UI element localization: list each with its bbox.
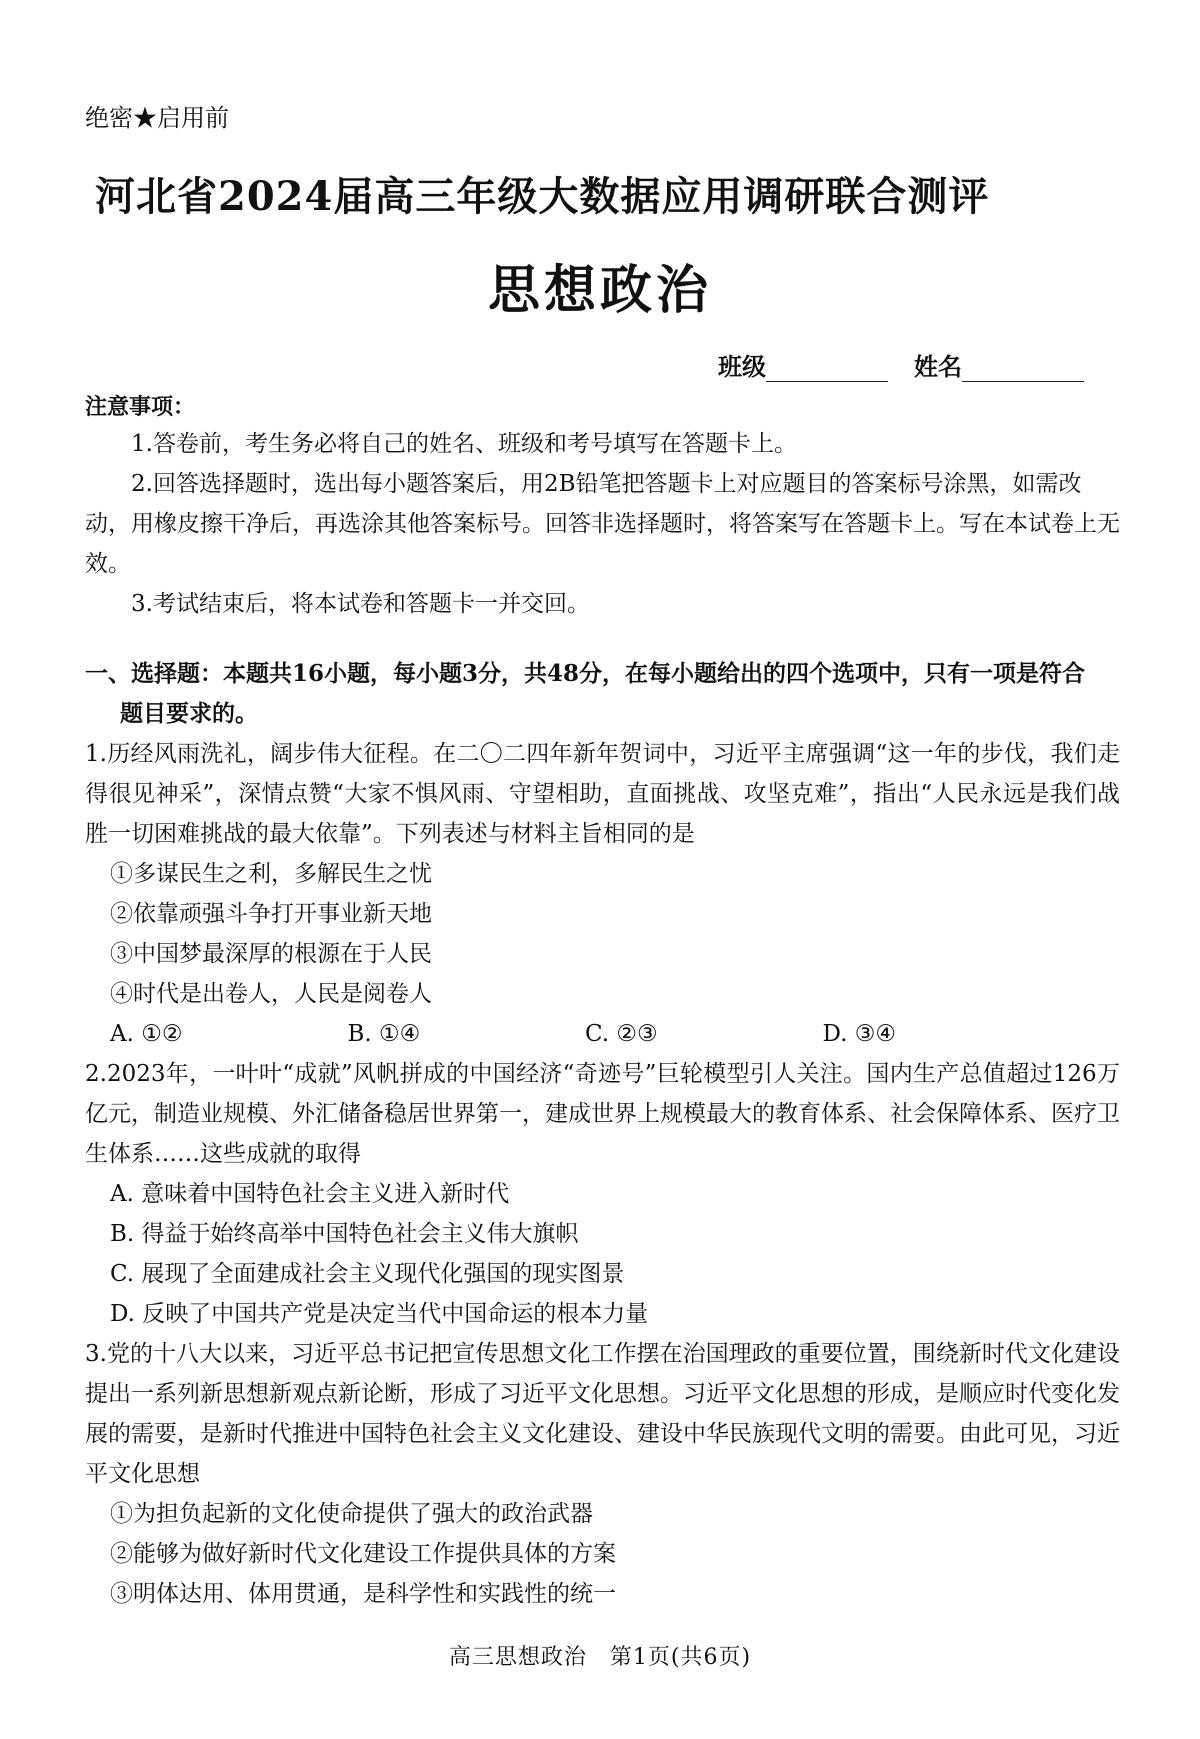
section-heading-cont: 题目要求的。: [120, 700, 258, 727]
note-item-1: 1.答卷前，考生务必将自己的姓名、班级和考号填写在答题卡上。: [131, 431, 797, 457]
question-2-stem: 2.2023年，一叶叶“成就”风帆拼成的中国经济“奇迹号”巨轮模型引人关注。国内生产总值超过126万亿元，制造业规模、外汇储备稳居世界第一，建成世界上规模最大的教育体系、社会保障体系、医疗卫生体系……这些成就的取得: [85, 1061, 1120, 1167]
q2-option-b[interactable]: B. 得益于始终高举中国特色社会主义伟大旗帜: [110, 1221, 579, 1247]
student-info-row: [718, 347, 1110, 382]
q1-item-2: ②依靠顽强斗争打开事业新天地: [110, 901, 432, 927]
class-blank[interactable]: [766, 355, 888, 382]
question-1-stem: 1.历经风雨洗礼，阔步伟大征程。在二〇二四年新年贺词中，习近平主席强调“这一年的步伐，我们走得很见神采”，深情点赞“大家不惧风雨、守望相助，直面挑战、攻坚克难”，指出“人民永远是我们战胜一切困难挑战的最大依靠”。下列表述与材料主旨相同的是: [85, 741, 1120, 847]
q1-choice-d[interactable]: D. ③④: [822, 1021, 896, 1047]
note-item-2: 2.回答选择题时，选出每小题答案后，用2B铅笔把答题卡上对应题目的答案标号涂黑，如需改动，用橡皮擦干净后，再选涂其他答案标号。回答非选择题时，将答案写在答题卡上。写在本试卷上无效。: [85, 471, 1120, 577]
q2-option-a[interactable]: A. 意味着中国特色社会主义进入新时代: [110, 1181, 510, 1207]
q2-option-d[interactable]: D. 反映了中国共产党是决定当代中国命运的根本力量: [110, 1301, 649, 1327]
class-label: 班级: [718, 352, 766, 381]
q1-choices: [110, 1014, 1060, 1054]
q1-choice-a[interactable]: A. ①②: [110, 1021, 183, 1047]
name-label: 姓名: [914, 352, 962, 381]
subject-title: 思想政治: [487, 260, 712, 321]
q1-choice-c[interactable]: C. ②③: [585, 1021, 658, 1047]
q1-item-4: ④时代是出卷人，人民是阅卷人: [110, 981, 432, 1007]
notes-title: 注意事项：: [85, 394, 196, 420]
q2-option-c[interactable]: C. 展现了全面建成社会主义现代化强国的现实图景: [110, 1261, 625, 1287]
q3-item-1: ①为担负起新的文化使命提供了强大的政治武器: [110, 1501, 593, 1527]
name-blank[interactable]: [962, 355, 1084, 382]
section-heading: 一、选择题：本题共16小题，每小题3分，共48分，在每小题给出的四个选项中，只有一项是符合: [85, 660, 1086, 687]
q3-item-3: ③明体达用、体用贯通，是科学性和实践性的统一: [110, 1581, 616, 1607]
q1-item-1: ①多谋民生之利，多解民生之忧: [110, 861, 432, 887]
q3-item-2: ②能够为做好新时代文化建设工作提供具体的方案: [110, 1541, 616, 1567]
q1-choice-b[interactable]: B. ①④: [347, 1021, 421, 1047]
question-3-stem: 3.党的十八大以来，习近平总书记把宣传思想文化工作摆在治国理政的重要位置，围绕新时代文化建设提出一系列新思想新观点新论断，形成了习近平文化思想。习近平文化思想的形成，是顺应时代变化发展的需要，是新时代推进中国特色社会主义文化建设、建设中华民族现代文明的需要。由此可见，习近平文化思想: [85, 1341, 1120, 1487]
exam-title: 河北省2024届高三年级大数据应用调研联合测评: [95, 173, 990, 220]
note-item-3: 3.考试结束后，将本试卷和答题卡一并交回。: [131, 591, 590, 617]
page-footer: 高三思想政治 第1页(共6页): [448, 1645, 752, 1670]
q1-item-3: ③中国梦最深厚的根源在于人民: [110, 941, 432, 967]
secret-mark: 绝密★启用前: [85, 104, 229, 132]
